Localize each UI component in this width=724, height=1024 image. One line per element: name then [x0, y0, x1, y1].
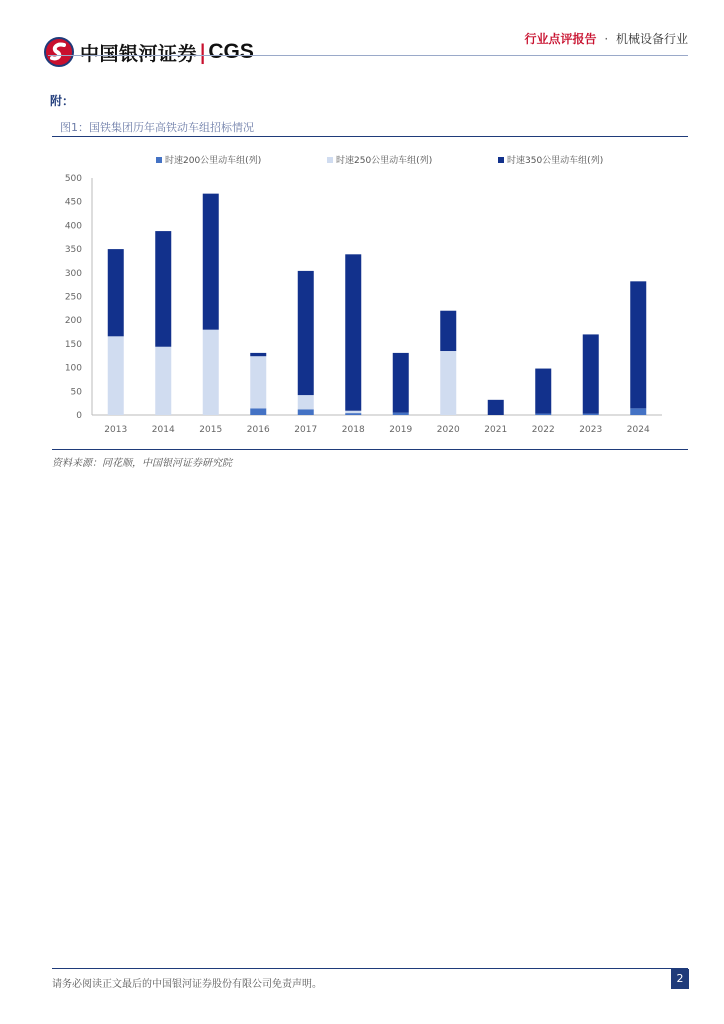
- legend-swatch-2: [498, 157, 504, 163]
- header-divider: [48, 55, 688, 56]
- report-type: 行业点评报告: [524, 32, 597, 46]
- bar-2017-series-1: [298, 395, 314, 409]
- bar-2022-series-0: [535, 414, 551, 415]
- x-tick-label-2019: 2019: [389, 425, 413, 435]
- bar-2024-series-0: [630, 408, 646, 415]
- y-tick-label: 350: [64, 245, 82, 256]
- bar-2023-series-0: [583, 414, 599, 415]
- cgs-logo: [44, 36, 254, 68]
- x-tick-label-2016: 2016: [246, 425, 270, 435]
- footer-divider: [52, 968, 688, 969]
- legend-swatch-0: [156, 157, 162, 163]
- logo-text-en: CGS: [208, 40, 254, 63]
- x-tick-label-2021: 2021: [484, 425, 508, 435]
- x-tick-label-2022: 2022: [531, 425, 555, 435]
- y-tick-label: 300: [64, 268, 82, 279]
- y-tick-label: 50: [70, 387, 82, 398]
- figure-top-rule: [52, 136, 688, 137]
- cgs-logo-icon: [44, 37, 74, 67]
- y-tick-label: 450: [64, 197, 82, 208]
- x-tick-label-2024: 2024: [626, 425, 650, 435]
- legend-label-1: 时速250公里动车组(列): [336, 156, 433, 166]
- logo-text-cn: 中国银河证券: [80, 42, 198, 65]
- bar-2013-series-1: [108, 336, 124, 415]
- report-header: [524, 30, 688, 47]
- bar-2016-series-1: [250, 356, 266, 408]
- stacked-bar-chart: [52, 148, 682, 443]
- legend-label-2: 时速350公里动车组(列): [507, 156, 604, 166]
- bar-2018-series-2: [345, 254, 361, 410]
- data-source: 资料来源：同花顺，中国银河证券研究院: [52, 458, 232, 469]
- industry-name: 机械设备行业: [615, 32, 688, 46]
- bar-2021-series-2: [488, 400, 504, 415]
- bar-2020-series-2: [440, 311, 456, 351]
- bar-2017-series-0: [298, 409, 314, 415]
- bar-2024-series-2: [630, 281, 646, 408]
- logo-separator: |: [199, 40, 207, 64]
- bar-2018-series-1: [345, 411, 361, 413]
- x-tick-label-2020: 2020: [436, 425, 460, 435]
- y-tick-label: 200: [64, 316, 82, 327]
- page-number: 2: [671, 969, 689, 989]
- bar-2022-series-2: [535, 369, 551, 414]
- bar-2015-series-1: [203, 330, 219, 415]
- x-tick-label-2013: 2013: [104, 425, 128, 435]
- bar-2019-series-0: [393, 413, 409, 415]
- bar-2016-series-2: [250, 353, 266, 356]
- bar-2014-series-2: [155, 231, 171, 347]
- x-tick-label-2015: 2015: [199, 425, 223, 435]
- bar-2020-series-1: [440, 351, 456, 415]
- y-tick-label: 250: [64, 292, 82, 303]
- legend-swatch-1: [327, 157, 333, 163]
- y-tick-label: 100: [64, 363, 82, 374]
- y-tick-label: 0: [76, 411, 82, 421]
- bar-2023-series-2: [583, 334, 599, 413]
- y-tick-label: 500: [64, 174, 82, 184]
- y-tick-label: 400: [64, 221, 82, 232]
- bar-2019-series-2: [393, 353, 409, 413]
- figure-bottom-rule: [52, 449, 688, 450]
- bar-2014-series-1: [155, 347, 171, 415]
- x-tick-label-2017: 2017: [294, 425, 318, 435]
- y-tick-label: 150: [64, 339, 82, 350]
- legend-label-0: 时速200公里动车组(列): [165, 156, 262, 166]
- x-tick-label-2023: 2023: [579, 425, 603, 435]
- bar-2016-series-0: [250, 408, 266, 415]
- header-dot: ·: [604, 32, 609, 46]
- bar-2017-series-2: [298, 271, 314, 395]
- bar-2018-series-0: [345, 413, 361, 415]
- appendix-label: 附：: [50, 94, 75, 108]
- x-tick-label-2018: 2018: [341, 425, 365, 435]
- x-tick-label-2014: 2014: [151, 425, 175, 435]
- footer-disclaimer: 请务必阅读正文最后的中国银河证券股份有限公司免责声明。: [52, 979, 322, 990]
- bar-2013-series-2: [108, 249, 124, 336]
- bar-2015-series-2: [203, 194, 219, 330]
- figure-title: 图1：国铁集团历年高铁动车组招标情况: [60, 121, 254, 134]
